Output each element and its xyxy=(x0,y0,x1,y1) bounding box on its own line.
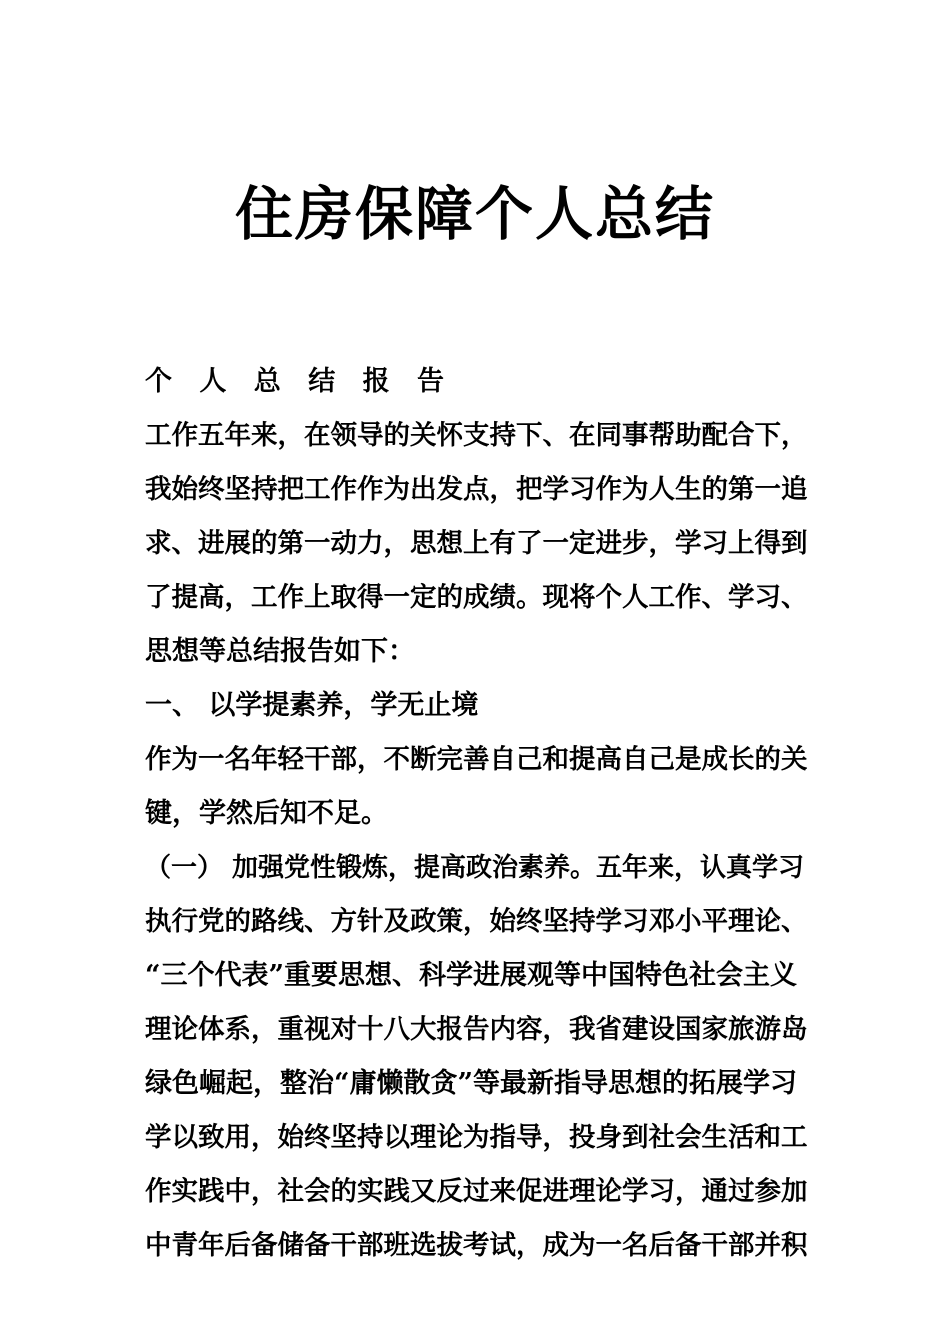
body-line: 学以致用，始终坚持以理论为指导，投身到社会生活和工 xyxy=(145,1122,808,1153)
body-line: 作为一名年轻干部，不断完善自己和提高自己是成长的关 xyxy=(145,744,808,775)
body-line: 工作五年来，在领导的关怀支持下、在同事帮助配合下， xyxy=(145,420,808,451)
body-line: 理论体系，重视对十八大报告内容，我省建设国家旅游岛 xyxy=(145,1014,808,1045)
body-line: 中青年后备储备干部班选拔考试，成为一名后备干部并积 xyxy=(145,1230,808,1261)
body-line: 键，学然后知不足。 xyxy=(145,798,388,829)
document-title: 住房保障个人总结 xyxy=(234,180,715,248)
body-line: 了提高，工作上取得一定的成绩。现将个人工作、学习、 xyxy=(145,582,808,613)
body-line: （一） 加强党性锻炼，提高政治素养。五年来，认真学习 xyxy=(145,853,805,883)
body-line: 作实践中，社会的实践又反过来促进理论学习，通过参加 xyxy=(145,1176,808,1207)
body-line: “三个代表”重要思想、科学进展观等中国特色社会主义 xyxy=(145,960,798,991)
body-line: 求、进展的第一动力，思想上有了一定进步，学习上得到 xyxy=(145,528,808,559)
body-line: 我始终坚持把工作作为出发点，把学习作为人生的第一追 xyxy=(145,474,808,505)
body-line: 思想等总结报告如下： xyxy=(145,636,415,667)
section-heading: 一、 以学提素养，学无止境 xyxy=(145,690,479,721)
body-line: 执行党的路线、方针及政策，始终坚持学习邓小平理论、 xyxy=(145,906,808,937)
body-line: 绿色崛起，整治“庸懒散贪”等最新指导思想的拓展学习 xyxy=(145,1068,798,1099)
report-heading: 个 人 总 结 报 告 xyxy=(145,366,453,397)
